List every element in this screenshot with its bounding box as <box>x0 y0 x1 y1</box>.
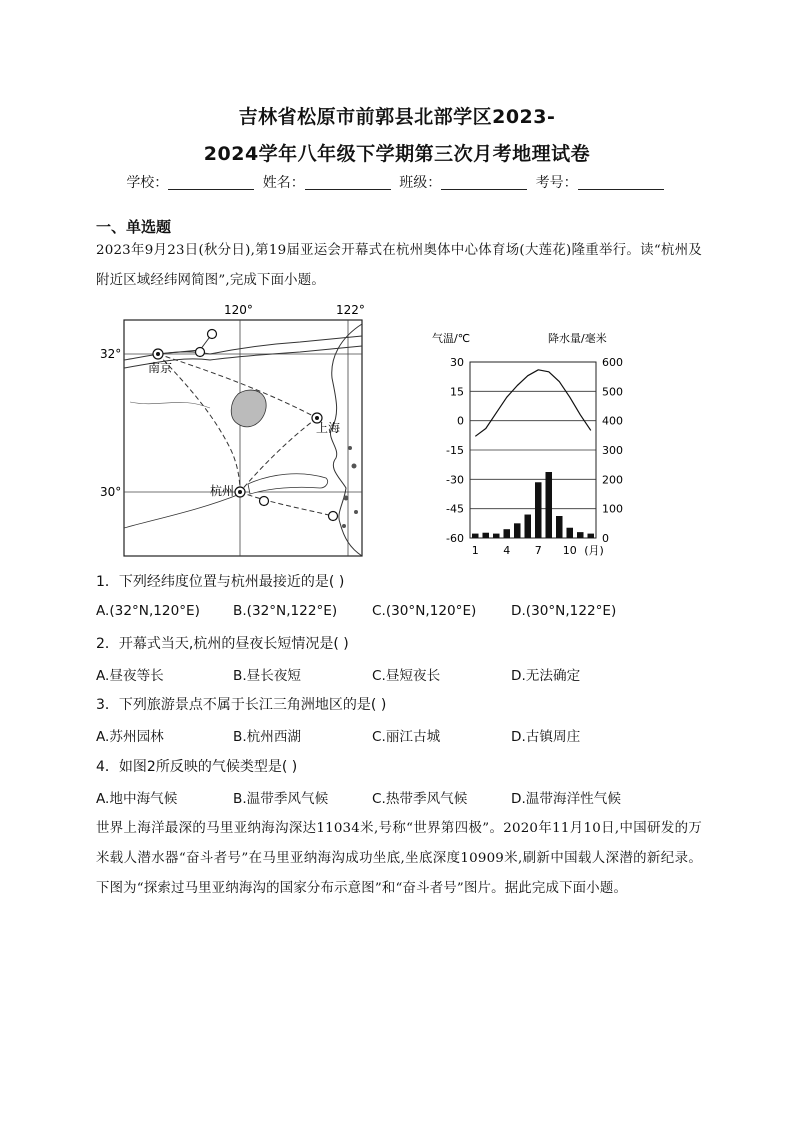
city-label-nanjing: 南京 <box>148 361 173 375</box>
school-blank <box>168 175 254 190</box>
town-marker <box>208 330 217 339</box>
school-label: 学校： <box>126 175 169 191</box>
precipitation-bar <box>514 523 521 538</box>
climate-chart <box>420 324 630 564</box>
precipitation-bar <box>587 534 594 538</box>
question-4-option-a[interactable]: A.地中海气候 <box>96 791 178 807</box>
question-2-option-d[interactable]: D.无法确定 <box>511 668 581 684</box>
hangzhou-map-figure <box>100 298 390 564</box>
left-tick-label: 15 <box>450 385 464 399</box>
right-tick-label: 500 <box>602 385 623 399</box>
question-3-option-b[interactable]: B.杭州西湖 <box>233 729 302 745</box>
right-tick-label: 400 <box>602 414 623 428</box>
left-tick-label: -60 <box>446 532 464 545</box>
question-1-option-b[interactable]: B.(32°N,122°E) <box>233 603 338 619</box>
left-tick-label: 30 <box>450 356 464 369</box>
student-info-row <box>0 172 794 192</box>
right-tick-label: 200 <box>602 473 623 487</box>
question-2-option-b[interactable]: B.昼长夜短 <box>233 668 302 684</box>
question-4-option-b[interactable]: B.温带季风气候 <box>233 791 329 807</box>
question-4-stem: 4．如图2所反映的气候类型是( ) <box>96 759 298 775</box>
right-tick-label: 300 <box>602 444 623 457</box>
question-2-option-c[interactable]: C.昼短夜长 <box>372 668 441 684</box>
exam-title-line-1: 吉林省松原市前郭县北部学区2023- <box>238 106 556 128</box>
passage-1: 2023年9月23日(秋分日),第19届亚运会开幕式在杭州奥体中心体育场(大莲花)隆重举行。读“杭州及附近区域经纬网简图”,完成下面小题。 <box>96 243 702 288</box>
left-axis-title: 气温/℃ <box>432 332 471 345</box>
precipitation-bar <box>524 515 531 538</box>
right-axis-title: 降水量/毫米 <box>548 332 607 345</box>
x-tick-label: 10 <box>562 544 577 557</box>
precipitation-bar <box>482 533 489 538</box>
class-blank <box>441 175 527 190</box>
question-3-option-c[interactable]: C.丽江古城 <box>372 729 441 745</box>
lat-label-32: 32° <box>100 347 122 361</box>
question-2-stem: 2．开幕式当天,杭州的昼夜长短情况是( ) <box>96 636 349 652</box>
left-tick-label: 0 <box>457 414 464 428</box>
town-marker <box>260 497 269 506</box>
section-title: 一、单选题 <box>96 218 172 236</box>
name-blank <box>305 175 391 190</box>
question-2-option-a[interactable]: A.昼夜等长 <box>96 668 164 684</box>
right-tick-label: 0 <box>602 532 609 545</box>
temperature-line <box>475 370 591 437</box>
question-3-option-d[interactable]: D.古镇周庄 <box>511 729 581 745</box>
left-tick-label: -45 <box>446 502 464 516</box>
right-tick-label: 100 <box>602 502 623 516</box>
precipitation-bar <box>545 472 552 538</box>
precipitation-bar <box>577 532 584 538</box>
x-tick-label: 7 <box>534 544 542 557</box>
precipitation-bar <box>535 482 542 538</box>
right-tick-label: 600 <box>602 356 623 369</box>
precipitation-bar <box>493 534 500 538</box>
question-3-stem: 3．下列旅游景点不属于长江三角洲地区的是( ) <box>96 697 387 713</box>
question-4-option-d[interactable]: D.温带海洋性气候 <box>511 791 621 807</box>
precipitation-bar <box>503 529 510 538</box>
lon-label-122: 122° <box>336 303 365 317</box>
left-tick-label: -15 <box>446 444 464 457</box>
x-tick-label: 1 <box>471 544 479 557</box>
passage-2: 世界上海洋最深的马里亚纳海沟深达11034米,号称“世界第四极”。2020年11月10日,中国研发的万米载人潜水器“奋斗者号”在马里亚纳海沟成功坐底,坐底深度10909米,刷新中国载人深潜的新纪录。下图为“探索过马里亚纳海沟的国家分布示意图”和“奋斗者号”图片。据此完成下面小题。 <box>96 821 702 896</box>
name-label: 姓名： <box>262 175 305 191</box>
exam-no-blank <box>578 175 664 190</box>
x-tick-label: 4 <box>503 544 511 557</box>
exam-title-line-2: 2024学年八年级下学期第三次月考地理试卷 <box>203 143 591 165</box>
class-label: 班级： <box>399 175 442 191</box>
town-marker <box>196 348 205 357</box>
question-1-option-d[interactable]: D.(30°N,122°E) <box>511 603 617 619</box>
question-1-option-a[interactable]: A.(32°N,120°E) <box>96 603 200 619</box>
precipitation-bar <box>566 528 573 538</box>
left-tick-label: -30 <box>446 473 464 487</box>
question-4-option-c[interactable]: C.热带季风气候 <box>372 791 468 807</box>
question-1-stem: 1．下列经纬度位置与杭州最接近的是( ) <box>96 574 345 590</box>
exam-no-label: 考号： <box>535 175 578 191</box>
question-1-option-c[interactable]: C.(30°N,120°E) <box>372 603 477 619</box>
city-label-hangzhou: 杭州 <box>210 484 235 498</box>
x-axis-unit: (月) <box>584 544 604 557</box>
precipitation-bar <box>556 516 563 538</box>
question-3-option-a[interactable]: A.苏州园林 <box>96 729 164 745</box>
precipitation-bar <box>472 534 479 538</box>
city-label-shanghai: 上海 <box>316 421 341 435</box>
lon-label-120: 120° <box>224 303 253 317</box>
town-marker <box>329 512 338 521</box>
lat-label-30: 30° <box>100 485 122 499</box>
